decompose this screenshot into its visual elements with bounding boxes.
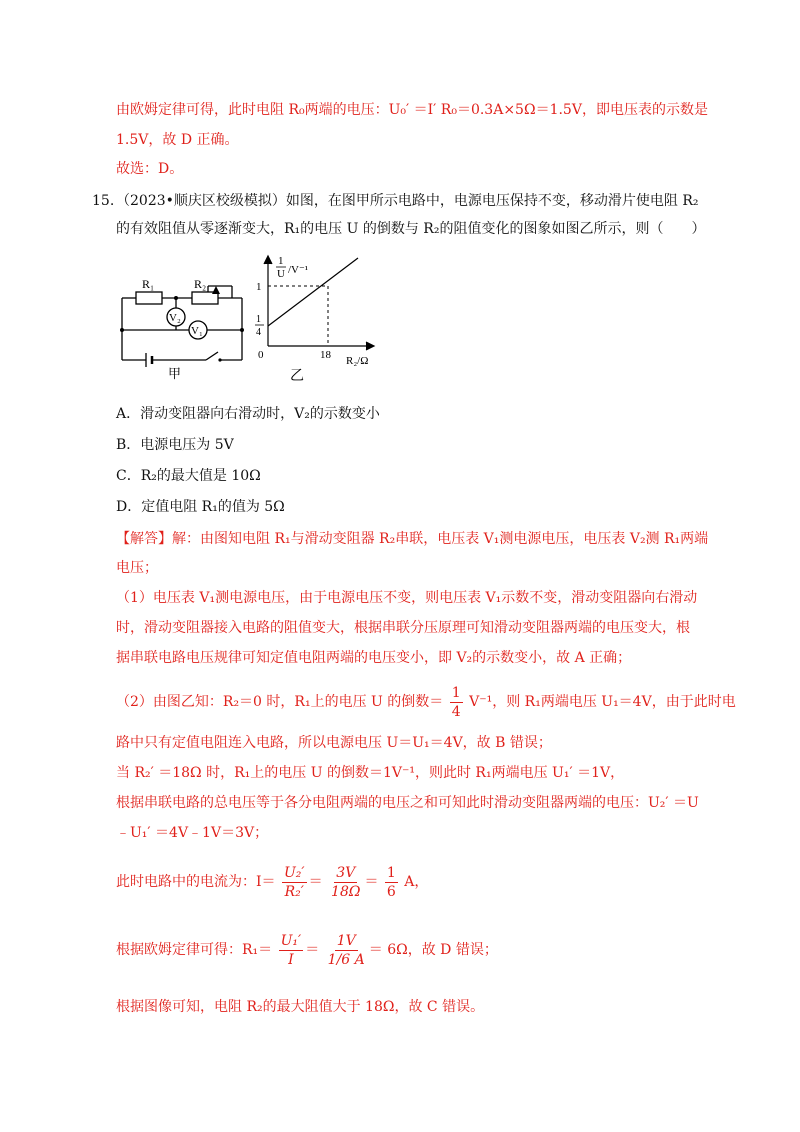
circuit-and-graph bbox=[110, 250, 410, 390]
fraction: $\frac{\text{U₂′}}{\text{R₂′}}$ bbox=[283, 864, 305, 900]
answer-line: 电压； bbox=[116, 560, 158, 576]
option-b: B．电源电压为 5V bbox=[116, 437, 234, 453]
answer-line: ﹣U₁′ ＝4V﹣1V＝3V； bbox=[116, 825, 269, 841]
x-tick-18: 18 bbox=[320, 349, 331, 361]
answer-line: 时，滑动变阻器接入电路的阻值变大，根据串联分压原理可知滑动变阻器两端的电压变大，根 bbox=[116, 620, 690, 636]
answer-line: 当 R₂′ ＝18Ω 时，R₁上的电压 U 的倒数＝1V⁻¹，则此时 R₁两端电压 U₁′ ＝1V， bbox=[116, 765, 625, 781]
fraction: $\frac{1}{6}$ bbox=[386, 864, 396, 900]
answer-line: 据串联电路电压规律可知定值电阻两端的电压变小，即 V₂的示数变小，故 A 正确； bbox=[116, 650, 632, 666]
option-a: A．滑动变阻器向右滑动时，V₂的示数变小 bbox=[116, 406, 380, 422]
answer-line: 根据串联电路的总电压等于各分电阻两端的电压之和可知此时滑动变阻器两端的电压：U₂′ ＝U bbox=[116, 795, 699, 811]
y-tick-quarter-den: 4 bbox=[256, 327, 261, 338]
option-d: D．定值电阻 R₁的值为 5Ω bbox=[116, 499, 285, 515]
fraction: $\frac{\text{U₁′}}{I}$ bbox=[280, 932, 302, 968]
x-axis-label: R₂/Ω bbox=[346, 355, 369, 367]
solution-line: 1.5V，故 D 正确。 bbox=[116, 132, 239, 148]
y-tick-quarter-num: 1 bbox=[256, 314, 261, 325]
label-r2: R₂ bbox=[194, 277, 207, 291]
label-yi: 乙 bbox=[290, 369, 304, 384]
label-r1: R₁ bbox=[142, 277, 155, 291]
answer-line: 根据欧姆定律可得：R₁＝ $\frac{\text{U₁′}}{I}$ ＝ $\frac{1V}{1/6 A}$ ＝ 6Ω，故 D 错误； bbox=[116, 932, 498, 968]
fraction: $\frac{1}{4}$ bbox=[451, 684, 461, 720]
answer-line: 【解答】解：由图知电阻 R₁与滑动变阻器 R₂串联，电压表 V₁测电源电压，电压表 V₂测 R₁两端 bbox=[116, 531, 709, 547]
option-c: C．R₂的最大值是 10Ω bbox=[116, 468, 261, 484]
circuit-diagram bbox=[122, 286, 242, 367]
answer-tag: 【解答】 bbox=[116, 531, 172, 547]
question-number: 15. bbox=[92, 193, 115, 209]
voltmeter-v1: V₁ bbox=[191, 325, 203, 337]
answer-line: （1）电压表 V₁测电源电压，由于电源电压不变，则电压表 V₁示数不变，滑动变阻器向右滑动 bbox=[116, 590, 698, 606]
answer-line: 路中只有定值电阻连入电路，所以电源电压 U＝U₁＝4V，故 B 错误； bbox=[116, 735, 552, 751]
solution-line: 由欧姆定律可得，此时电阻 R₀两端的电压：U₀′ ＝I′ R₀＝0.3A×5Ω＝1.5V，即电压表的示数是 bbox=[116, 102, 708, 118]
voltmeter-v2: V₂ bbox=[169, 312, 181, 324]
fraction: $\frac{3V}{18\Omega}$ bbox=[331, 864, 361, 900]
y-axis-den: U bbox=[277, 268, 285, 280]
question-figure bbox=[110, 250, 410, 394]
y-tick-1: 1 bbox=[256, 281, 262, 293]
question-text: （2023•顺庆区校级模拟）如图，在图甲所示电路中，电源电压保持不变，移动滑片使电阻 R₂ bbox=[116, 193, 699, 209]
answer-line: 此时电路中的电流为：I＝ $\frac{\text{U₂′}}{\text{R₂′}}$ ＝ $\frac{3V}{18\Omega}$ ＝ $\frac{1}{6}$ A， bbox=[116, 864, 429, 900]
choice-line: 故选：D。 bbox=[116, 161, 184, 177]
answer-line: （2）由图乙知：R₂＝0 时，R₁上的电压 U 的倒数＝ $\frac{1}{4}$ V⁻¹，则 R₁两端电压 U₁＝4V，由于此时电 bbox=[116, 684, 736, 720]
question-text: 的有效阻值从零逐渐变大，R₁的电压 U 的倒数与 R₂的阻值变化的图象如图乙所示，则（ ） bbox=[116, 221, 706, 237]
label-jia: 甲 bbox=[168, 366, 182, 381]
y-axis-unit: /V⁻¹ bbox=[288, 264, 309, 276]
fraction: $\frac{1V}{1/6 A}$ bbox=[327, 932, 365, 968]
graph-guides bbox=[268, 286, 328, 346]
answer-line: 根据图像可知，电阻 R₂的最大阻值大于 18Ω，故 C 错误。 bbox=[116, 999, 485, 1015]
origin-label: 0 bbox=[258, 349, 264, 361]
y-axis-num: 1 bbox=[278, 255, 284, 267]
